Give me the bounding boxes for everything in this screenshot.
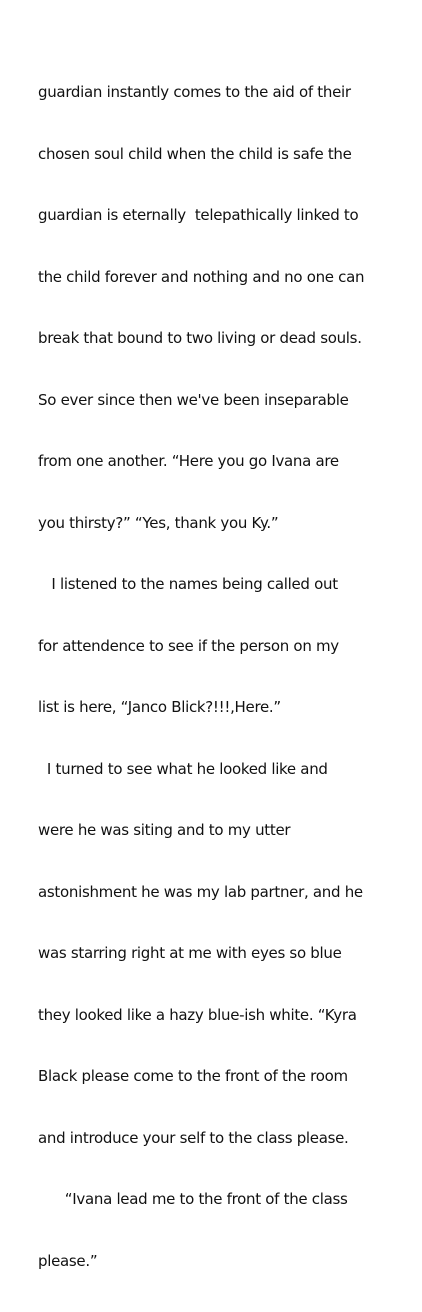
text-line-4: the child forever and nothing and no one can [38, 267, 365, 286]
text-line-19: “Ivana lead me to the front of the class [38, 1190, 348, 1208]
text-line-9: I listened to the names being called out [38, 575, 338, 593]
text-line-11: list is here, “Janco Blick?!!!,Here.” [38, 698, 281, 716]
text-line-13: were he was siting and to my utter [38, 821, 291, 839]
text-line-6: So ever since then we've been inseparable [38, 390, 349, 409]
text-line-10: for attendence to see if the person on my [38, 636, 339, 655]
text-line-15: was starring right at me with eyes so blue [38, 944, 342, 962]
text-line-12: I turned to see what he looked like and [38, 759, 328, 778]
text-line-20: please.” [38, 1251, 98, 1270]
story-text [38, 41, 422, 1312]
text-line-16: they looked like a hazy blue-ish white. “Kyra [38, 1005, 357, 1024]
text-line-1: guardian instantly comes to the aid of their [38, 83, 351, 101]
text-line-8: you thirsty?” “Yes, thank you Ky.” [38, 513, 279, 532]
text-line-7: from one another. “Here you go Ivana are [38, 452, 339, 470]
text-line-2: chosen soul child when the child is safe the [38, 144, 352, 163]
text-line-5: break that bound to two living or dead souls. [38, 329, 362, 347]
text-line-14: astonishment he was my lab partner, and he [38, 882, 363, 901]
text-line-18: and introduce your self to the class please. [38, 1128, 349, 1147]
text-line-17: Black please come to the front of the room [38, 1067, 348, 1085]
text-line-3: guardian is eternally telepathically linked to [38, 206, 359, 224]
